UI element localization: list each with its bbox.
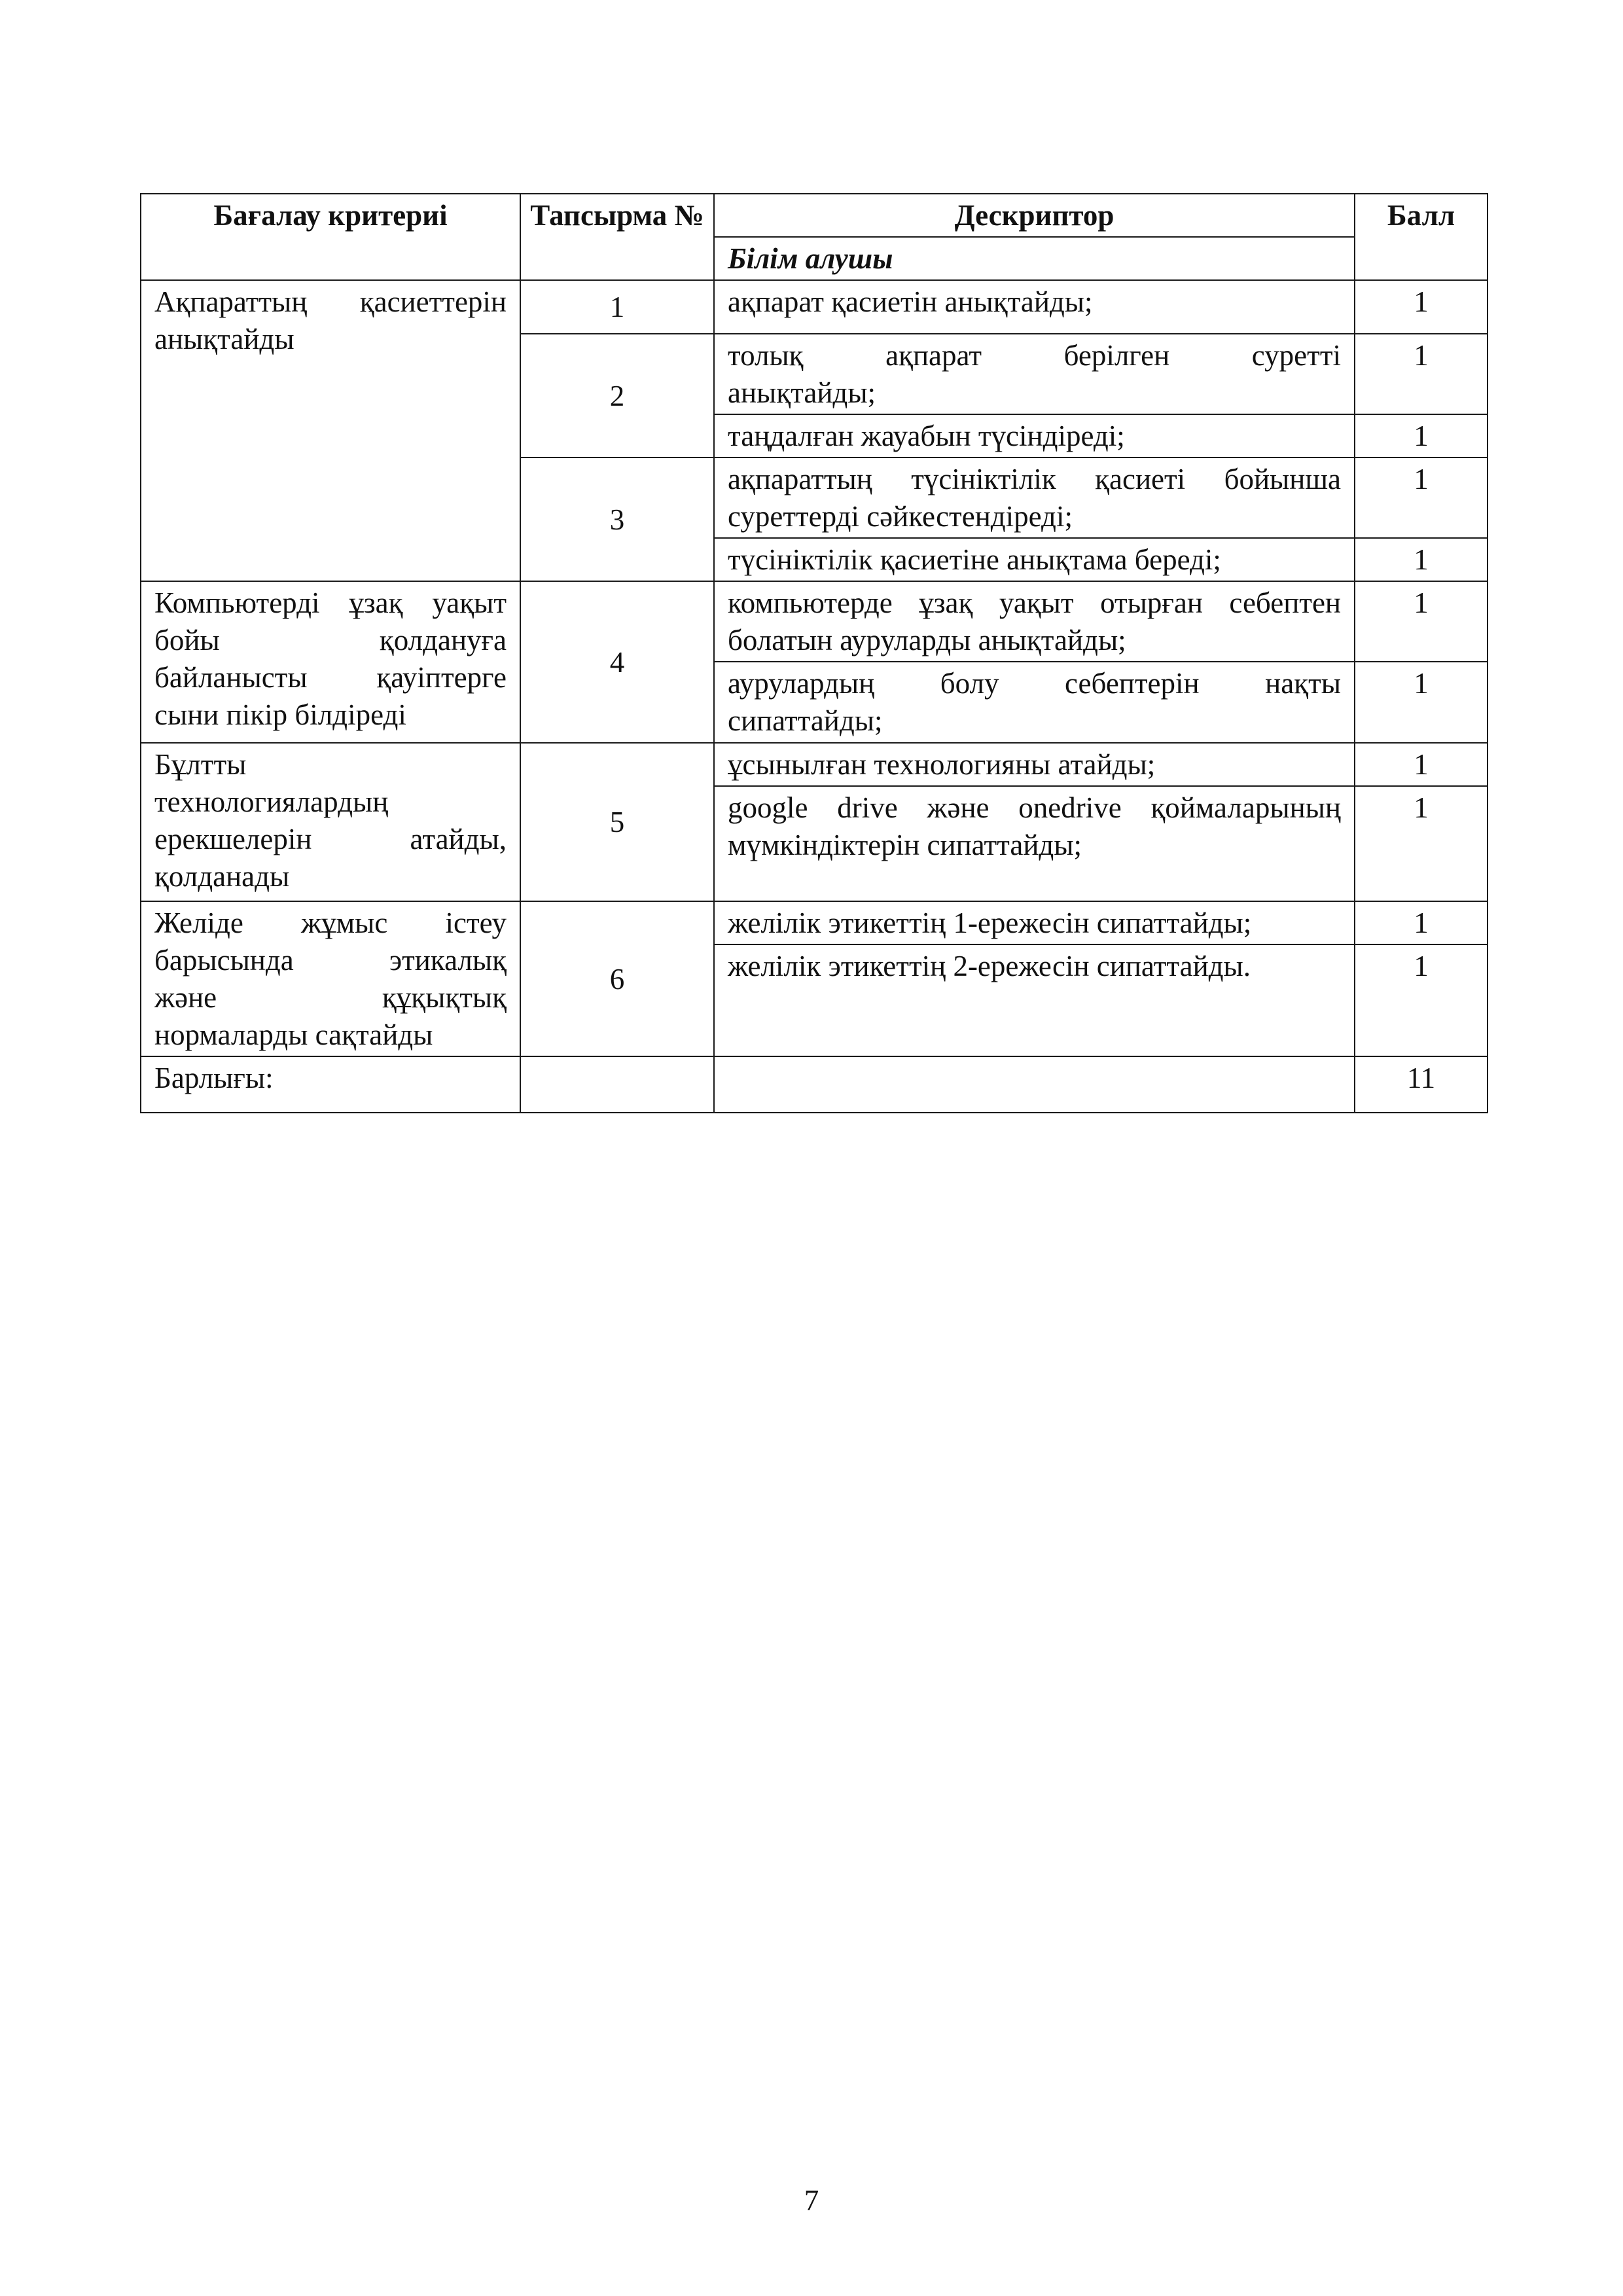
header-criterion: Бағалау критериі — [141, 194, 520, 280]
descriptor-text: толық ақпарат берілген суретті анықтайды; — [714, 334, 1355, 414]
descriptor-score: 1 — [1355, 414, 1488, 457]
descriptor-text: google drive және onedrive қоймаларының мүмкіндіктерін сипаттайды; — [714, 786, 1355, 901]
task-number: 3 — [520, 457, 714, 581]
criterion-cell: Желіде жұмыс істеу барысында этикалық және құқықтық нормаларды сақтайды — [141, 901, 520, 1056]
descriptor-text: түсініктілік қасиетіне анықтама береді; — [714, 538, 1355, 581]
header-descriptor: Дескриптор — [714, 194, 1355, 237]
descriptor-score: 1 — [1355, 944, 1488, 1056]
assessment-rubric-table — [140, 193, 1488, 1113]
total-label: Барлығы: — [141, 1056, 520, 1113]
criterion-line: анықтайды — [154, 323, 294, 355]
criterion-cell: Бұлтты технологиялардың ерекшелерін атайды, қолданады — [141, 743, 520, 901]
descriptor-score: 1 — [1355, 581, 1488, 662]
descriptor-text: таңдалған жауабын түсіндіреді; — [714, 414, 1355, 457]
header-score: Балл — [1355, 194, 1488, 280]
total-score: 11 — [1355, 1056, 1488, 1113]
descriptor-text: ақпараттың түсініктілік қасиеті бойынша суреттерді сәйкестендіреді; — [714, 457, 1355, 538]
descriptor-text: желілік этикеттің 1-ережесін сипаттайды; — [714, 901, 1355, 944]
criterion-cell: Компьютерді ұзақ уақыт бойы қолдануға байланысты қауіптерге сыни пікір білдіреді — [141, 581, 520, 743]
descriptor-score: 1 — [1355, 901, 1488, 944]
header-descriptor-subtitle: Білім алушы — [714, 237, 1355, 280]
task-number: 2 — [520, 334, 714, 457]
descriptor-text: желілік этикеттің 2-ережесін сипаттайды. — [714, 944, 1355, 1056]
descriptor-score: 1 — [1355, 743, 1488, 786]
task-number: 1 — [520, 280, 714, 334]
task-number: 5 — [520, 743, 714, 901]
criterion-cell — [141, 280, 520, 581]
total-empty-cell — [520, 1056, 714, 1113]
task-number: 6 — [520, 901, 714, 1056]
total-empty-cell — [714, 1056, 1355, 1113]
descriptor-score: 1 — [1355, 786, 1488, 901]
descriptor-score: 1 — [1355, 538, 1488, 581]
page-number: 7 — [804, 2184, 819, 2217]
descriptor-score: 1 — [1355, 280, 1488, 334]
descriptor-text: аурулардың болу себептерін нақты сипаттайды; — [714, 662, 1355, 743]
descriptor-text: компьютерде ұзақ уақыт отырған себептен болатын ауруларды анықтайды; — [714, 581, 1355, 662]
header-task-number: Тапсырма № — [520, 194, 714, 280]
task-number: 4 — [520, 581, 714, 743]
criterion-line: Ақпараттың қасиеттерін — [154, 285, 507, 318]
descriptor-score: 1 — [1355, 334, 1488, 414]
descriptor-score: 1 — [1355, 662, 1488, 743]
descriptor-score: 1 — [1355, 457, 1488, 538]
descriptor-text: ақпарат қасиетін анықтайды; — [714, 280, 1355, 334]
descriptor-text: ұсынылған технологияны атайды; — [714, 743, 1355, 786]
